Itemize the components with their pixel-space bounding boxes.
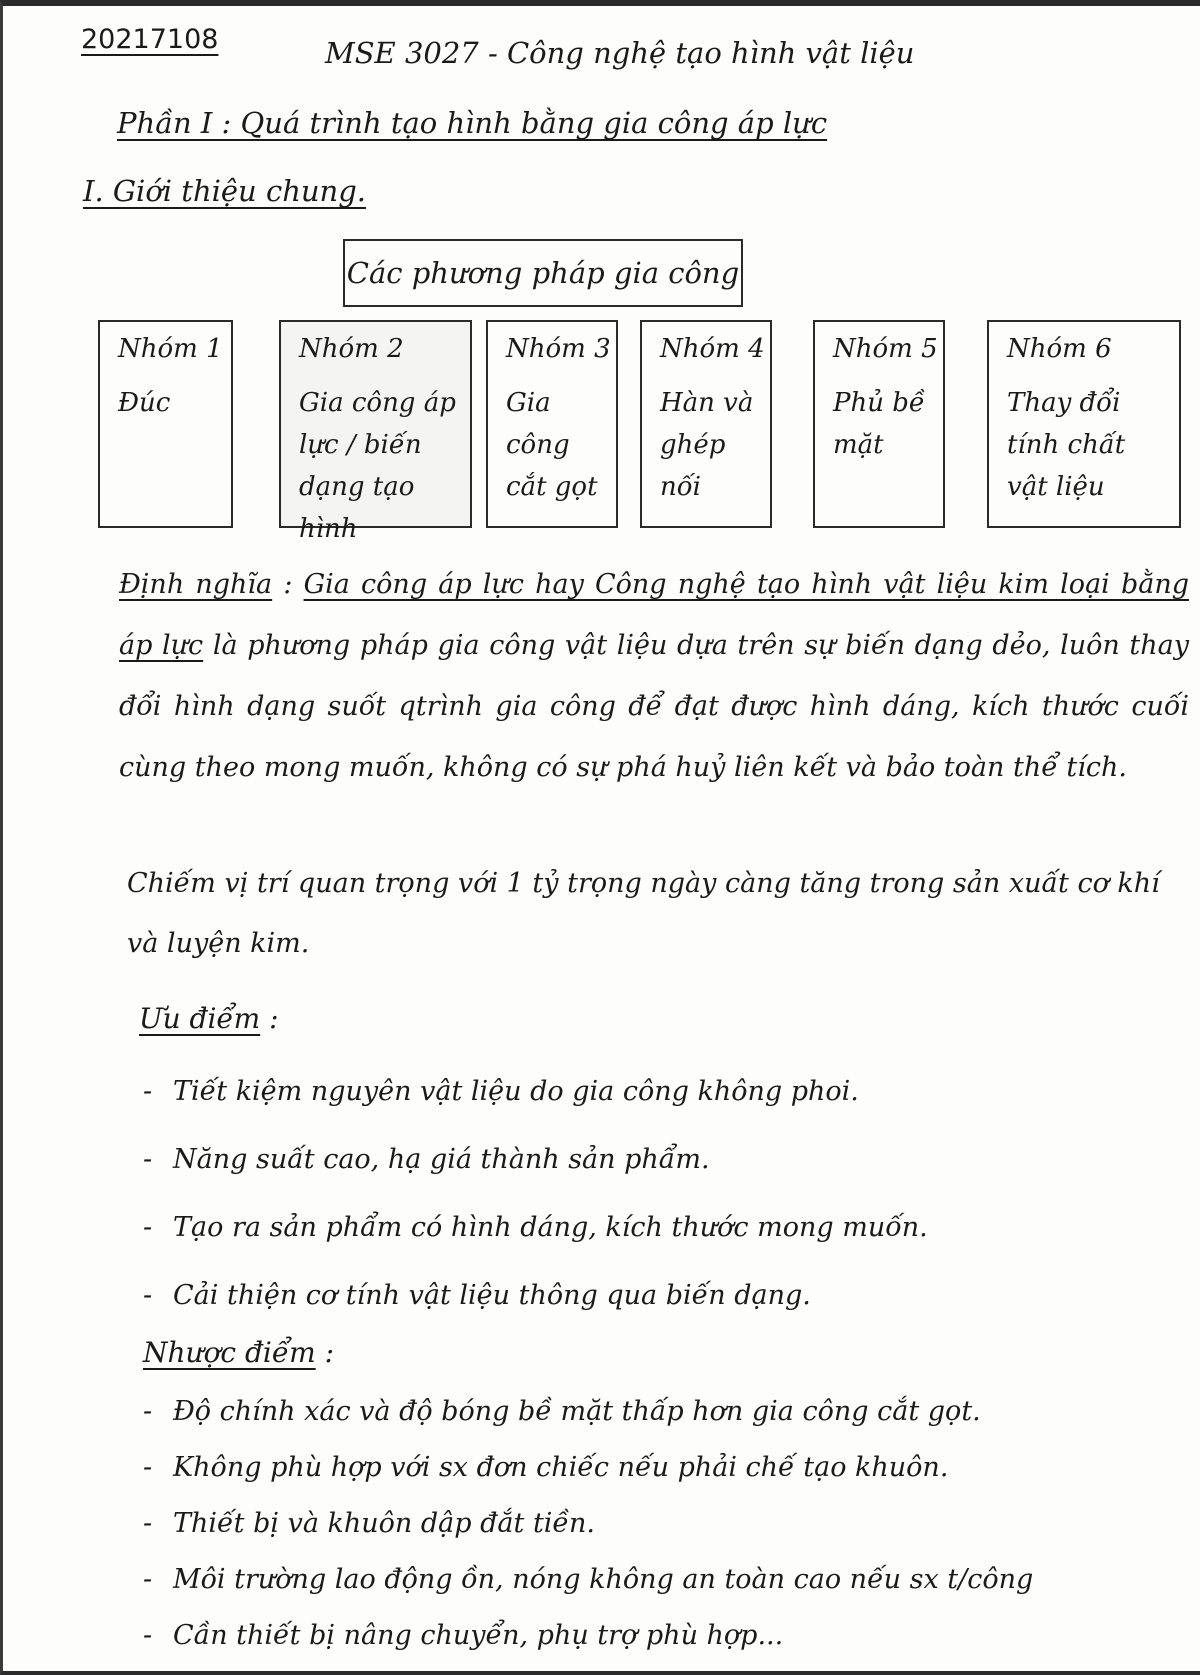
list-item: - Độ chính xác và độ bóng bề mặt thấp hơn gia công cắt gọt. bbox=[143, 1396, 981, 1427]
list-item: - Môi trường lao động ồn, nóng không an toàn cao nếu sx t/công bbox=[143, 1564, 1034, 1595]
list-item: - Tiết kiệm nguyên vật liệu do gia công không phoi. bbox=[143, 1076, 859, 1107]
group-box-6 bbox=[987, 320, 1181, 528]
list-item: - Không phù hợp với sx đơn chiếc nếu phải chế tạo khuôn. bbox=[143, 1452, 949, 1483]
advantages-heading-text: Ưu điểm bbox=[139, 1002, 261, 1035]
definition-paragraph: Định nghĩa : Gia công áp lực hay Công nghệ tạo hình vật liệu kim loại bằng áp lực là phương pháp gia công vật liệu dựa trên sự biến dạng dẻo, luôn thay đổi hình dạng suốt qtrình gia công để đạt được hình dáng, kích thước cuối cùng theo mong muốn, không có sự phá huỷ liên kết và bảo toàn thể tích. bbox=[119, 569, 1190, 783]
group-name: Nhóm 4 bbox=[660, 334, 765, 364]
part-title: Phần I : Quá trình tạo hình bằng gia công áp lực bbox=[117, 106, 828, 140]
group-desc: Gia công áp lực / biến dạng tạo hình bbox=[299, 388, 456, 544]
group-name: Nhóm 6 bbox=[1007, 334, 1112, 364]
group-desc: Hàn và ghép nối bbox=[660, 388, 754, 502]
item-text: Môi trường lao động ồn, nóng không an toàn cao nếu sx t/công bbox=[173, 1564, 1034, 1595]
item-text: Không phù hợp với sx đơn chiếc nếu phải chế tạo khuôn. bbox=[173, 1452, 949, 1483]
group-box-3 bbox=[486, 320, 618, 528]
item-text: Độ chính xác và độ bóng bề mặt thấp hơn gia công cắt gọt. bbox=[173, 1396, 981, 1427]
group-name: Nhóm 3 bbox=[506, 334, 611, 364]
list-item: - Cải thiện cơ tính vật liệu thông qua biến dạng. bbox=[143, 1280, 811, 1311]
group-desc: Thay đổi tính chất vật liệu bbox=[1007, 388, 1126, 502]
item-text: Cần thiết bị nâng chuyển, phụ trợ phù hợp... bbox=[173, 1620, 784, 1651]
item-text: Tiết kiệm nguyên vật liệu do gia công không phoi. bbox=[173, 1076, 859, 1107]
group-desc: Phủ bề mặt bbox=[833, 388, 925, 460]
item-text: Tạo ra sản phẩm có hình dáng, kích thước mong muốn. bbox=[173, 1212, 928, 1243]
group-box-5 bbox=[813, 320, 945, 528]
group-name: Nhóm 5 bbox=[833, 334, 938, 364]
definition-label: Định nghĩa bbox=[119, 569, 273, 600]
group-desc: Gia công cắt gọt bbox=[506, 388, 598, 502]
section-title: I. Giới thiệu chung. bbox=[83, 174, 367, 208]
group-box-1 bbox=[98, 320, 233, 528]
definition-lead: Gia công áp lực hay Công nghệ tạo hình vật liệu kim loại bằng áp lực bbox=[119, 569, 1190, 661]
advantages-list bbox=[143, 1058, 928, 1330]
definition-body: là phương pháp gia công vật liệu dựa trên sự biến dạng dẻo, luôn thay đổi hình dạng suốt qtrình gia công để đạt được hình dáng, kích thước cuối cùng theo mong muốn, không có sự phá huỷ liên kết và bảo toàn thể tích. bbox=[119, 630, 1189, 783]
advantages-heading: Ưu điểm : bbox=[139, 1002, 279, 1035]
list-item: - Tạo ra sản phẩm có hình dáng, kích thước mong muốn. bbox=[143, 1212, 928, 1243]
list-item: - Năng suất cao, hạ giá thành sản phẩm. bbox=[143, 1144, 710, 1175]
student-id: 20217108 bbox=[81, 24, 219, 55]
list-item: - Thiết bị và khuôn dập đắt tiền. bbox=[143, 1508, 596, 1539]
disadvantages-list bbox=[143, 1384, 1033, 1664]
group-box-4 bbox=[640, 320, 772, 528]
group-desc: Đúc bbox=[118, 388, 171, 418]
group-name: Nhóm 1 bbox=[118, 334, 223, 364]
course-title: MSE 3027 - Công nghệ tạo hình vật liệu bbox=[325, 36, 915, 70]
methods-box: Các phương pháp gia công bbox=[343, 239, 743, 307]
group-box-2 bbox=[279, 320, 472, 544]
disadvantages-heading-text: Nhược điểm bbox=[143, 1336, 316, 1369]
importance-paragraph: Chiếm vị trí quan trọng với 1 tỷ trọng ngày càng tăng trong sản xuất cơ khí và luyện kim. bbox=[127, 868, 1160, 959]
group-name: Nhóm 2 bbox=[299, 334, 404, 364]
item-text: Năng suất cao, hạ giá thành sản phẩm. bbox=[173, 1144, 710, 1175]
list-item: - Cần thiết bị nâng chuyển, phụ trợ phù hợp... bbox=[143, 1620, 784, 1651]
disadvantages-heading: Nhược điểm : bbox=[143, 1336, 335, 1369]
item-text: Thiết bị và khuôn dập đắt tiền. bbox=[173, 1508, 596, 1539]
item-text: Cải thiện cơ tính vật liệu thông qua biến dạng. bbox=[173, 1280, 811, 1311]
